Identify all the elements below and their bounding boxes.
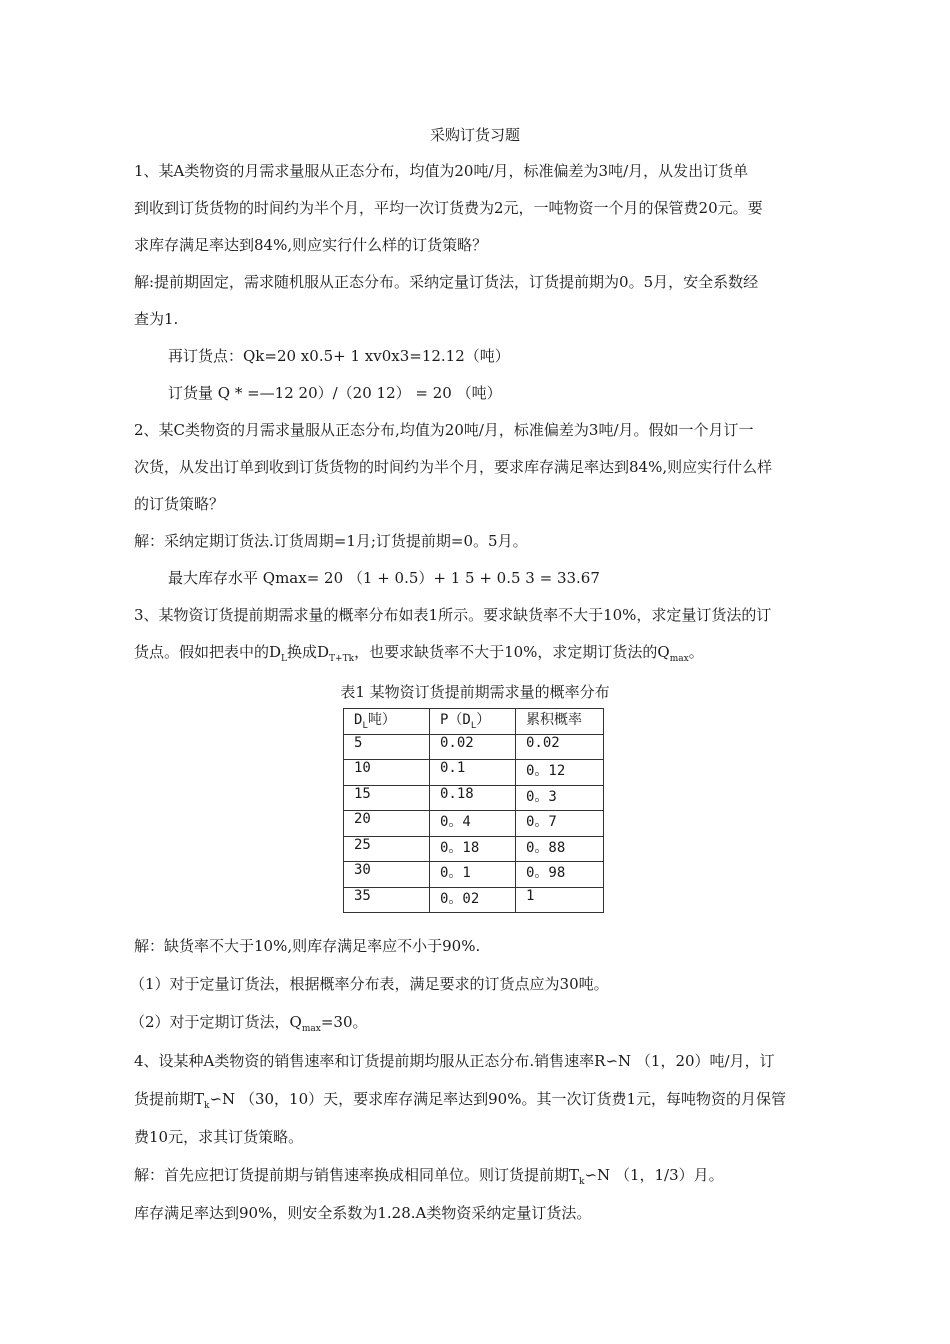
q1-solution-line-1: 解:提前期固定，需求随机服从正态分布。采纳定量订货法，订货提前期为0。5月，安全系数经 <box>134 273 759 291</box>
q4-solution-2: 库存满足率达到90%，则安全系数为1.28.A类物资采纳定量订货法。 <box>134 1204 592 1222</box>
cell-demand: 35 <box>344 887 430 913</box>
q1-solution-line-2: 查为1. <box>134 310 179 328</box>
cell-demand: 5 <box>344 734 430 760</box>
q3-line-1: 3、某物资订货提前期需求量的概率分布如表1所示。要求缺货率不大于10%，求定量订货法的订 <box>134 606 772 624</box>
table-row <box>344 760 604 786</box>
cell-cumulative: 1 <box>516 887 604 913</box>
q3-solution-1: （1）对于定量订货法，根据概率分布表，满足要求的订货点应为30吨。 <box>130 975 609 993</box>
cell-probability: 0.1 <box>430 760 516 786</box>
cell-cumulative: 0.02 <box>516 734 604 760</box>
cell-probability: 0.18 <box>430 785 516 811</box>
q1-line-1: 1、某A类物资的月需求量服从正态分布，均值为20吨/月，标准偏差为3吨/月，从发出订货单 <box>134 162 749 180</box>
cell-cumulative: 0。3 <box>516 785 604 811</box>
cell-probability: 0。4 <box>430 811 516 837</box>
table-row <box>344 811 604 837</box>
table-row <box>344 785 604 811</box>
header-probability: $P(D_L)$ <box>430 709 516 735</box>
q3-sol-sub-max: max <box>301 1024 321 1034</box>
q3-line-2-part-a: 货点。假如把表中的D <box>134 643 282 661</box>
cell-demand: 30 <box>344 862 430 888</box>
q2-line-1: 2、某C类物资的月需求量服从正态分布,均值为20吨/月，标准偏差为3吨/月。假如一个月订一 <box>134 421 754 439</box>
cell-demand: 25 <box>344 836 430 862</box>
cell-cumulative: 0。12 <box>516 760 604 786</box>
cell-cumulative: 0。88 <box>516 836 604 862</box>
q4-solution-1: 解：首先应把订货提前期与销售速率换成相同单位。则订货提前期$T_k∽N$ （1，1/3）月。 <box>134 1166 724 1187</box>
q4-line-3: 费10元，求其订货策略。 <box>134 1128 304 1146</box>
q3-line-2 <box>134 634 824 678</box>
q3-solution: 解：缺货率不大于10%,则库存满足率应不小于90%. <box>134 937 481 955</box>
cell-probability: 0。02 <box>430 887 516 913</box>
q1-line-3: 求库存满足率达到84%,则应实行什么样的订货策略？ <box>134 236 488 254</box>
cell-probability: 0.02 <box>430 734 516 760</box>
q2-max-inventory: 最大库存水平 Qmax= 20 （1 + 0.5）+ 1 5 + 0.5 3 = 33.67 <box>168 569 600 587</box>
q2-line-3: 的订货策略？ <box>134 495 225 513</box>
cell-demand: 15 <box>344 785 430 811</box>
table-row <box>344 836 604 862</box>
q4-sub-k: k <box>204 1101 210 1111</box>
cell-cumulative: 0。7 <box>516 811 604 837</box>
table-row <box>344 734 604 760</box>
q1-line-2: 到收到订货货物的时间约为半个月，平均一次订货费为2元，一吨物资一个月的保管费20元。要 <box>134 199 763 217</box>
cell-demand: 10 <box>344 760 430 786</box>
table-row <box>344 862 604 888</box>
q4-line-1: 4、设某种A类物资的销售速率和订货提前期均服从正态分布.销售速率R∽N （1，20）吨/月，订 <box>134 1052 775 1070</box>
q3-line-2-part-d: 。 <box>688 643 704 661</box>
table-row <box>344 887 604 913</box>
table-header-row <box>344 709 604 735</box>
q3-sub-max: max <box>669 654 689 664</box>
q3-line-2-part-b: 换成D <box>287 643 330 661</box>
q2-solution: 解：采纳定期订货法.订货周期=1月;订货提前期=0。5月。 <box>134 532 528 550</box>
q4-line-2: 货提前期$T_k∽N$ （30，10）天，要求库存满足率达到90%。其一次订货费1元，每吨物资的月保管 <box>134 1090 787 1111</box>
q4-sol-sub-k: k <box>579 1177 585 1187</box>
header-cumulative: 累积概率 <box>516 709 604 735</box>
q1-reorder-point: 再订货点：Qk=20 x0.5+ 1 xv0x3=12.12（吨） <box>168 347 510 365</box>
q2-line-2: 次货，从发出订单到收到订货货物的时间约为半个月，要求库存满足率达到84%,则应实行什么样 <box>134 458 773 476</box>
cell-probability: 0。1 <box>430 862 516 888</box>
q3-line-2-part-c: ，也要求缺货率不大于10%，求定期订货法的Q <box>354 643 670 661</box>
table-caption: 表1 某物资订货提前期需求量的概率分布 <box>340 683 610 701</box>
cell-cumulative: 0。98 <box>516 862 604 888</box>
q3-sub-l: L <box>281 654 288 664</box>
cell-demand: 20 <box>344 811 430 837</box>
cell-probability: 0。18 <box>430 836 516 862</box>
header-demand: $D_L$吨） <box>344 709 430 735</box>
q1-order-quantity: 订货量 Q * =—12 20）/（20 12） = 20 （吨） <box>168 384 502 402</box>
q3-solution-2: （2）对于定期订货法，$Q_{max}=30$。 <box>130 1013 368 1034</box>
doc-title: 采购订货习题 <box>429 126 520 144</box>
q3-sub-ttk: T+Tk <box>329 654 355 664</box>
probability-table <box>343 708 604 913</box>
